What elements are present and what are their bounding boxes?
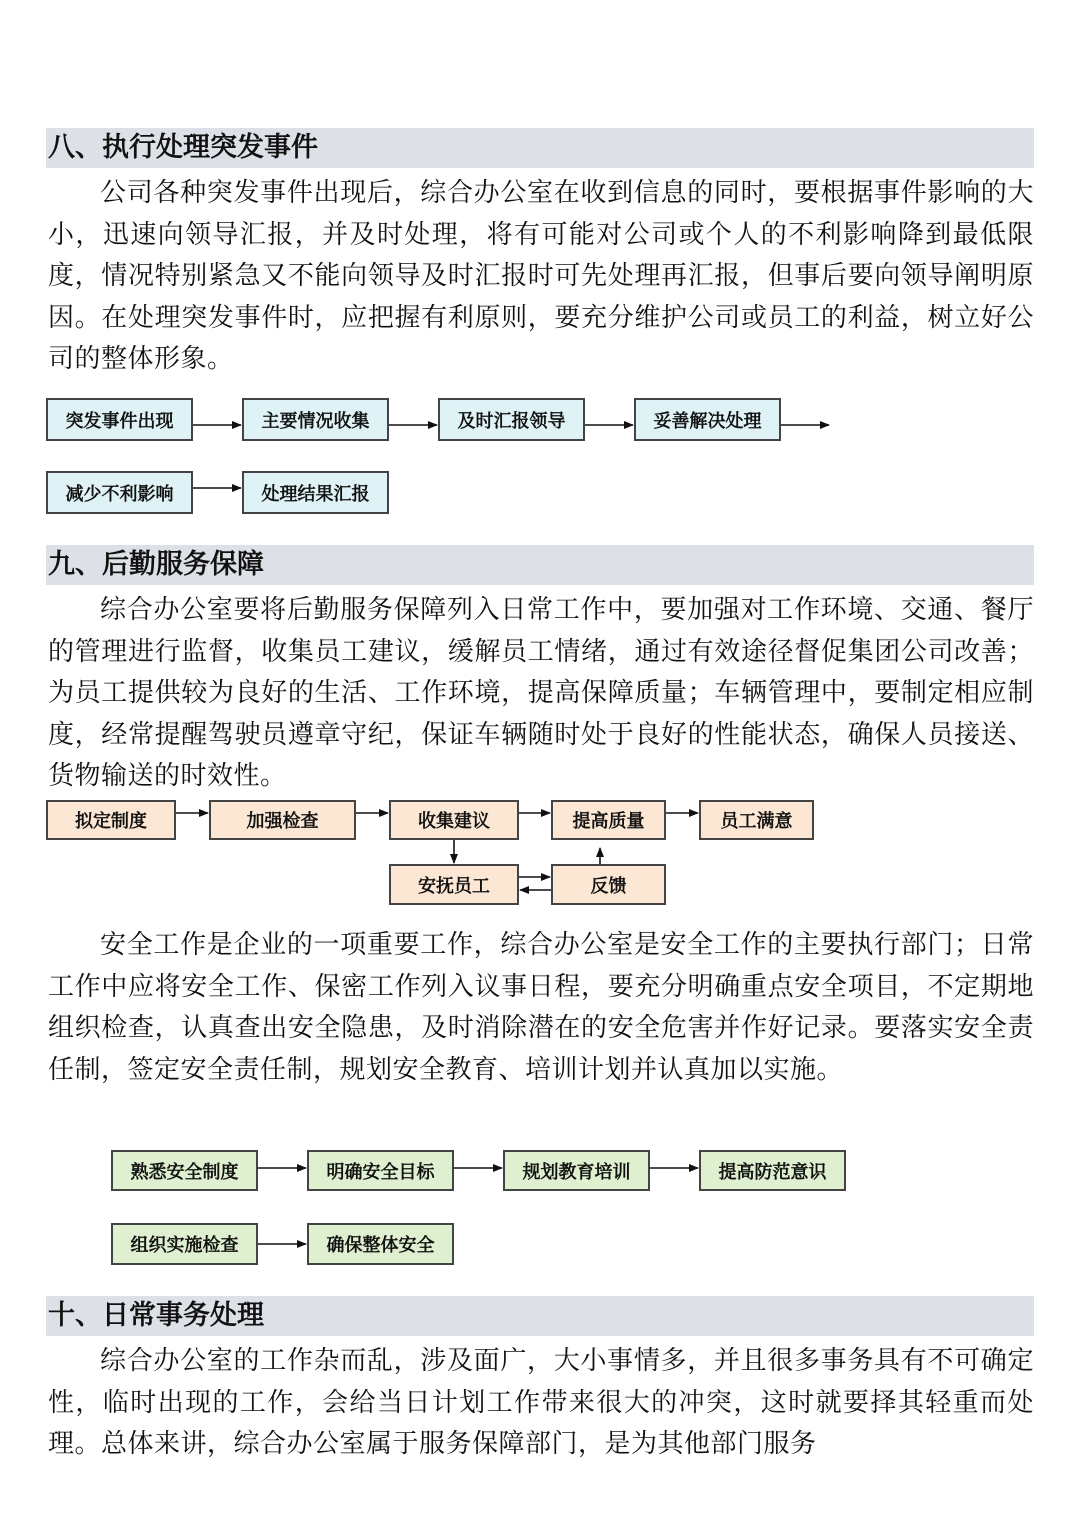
flow-box: 妥善解决处理 (634, 398, 781, 441)
section-paragraph-8: 公司各种突发事件出现后，综合办公室在收到信息的同时，要根据事件影响的大小，迅速向领导汇报，并及时处理，将有可能对公司或个人的不利影响降到最低限度，情况特别紧急又不能向领导及时汇报时可先处理再汇报，但事后要向领导阐明原因。在处理突发事件时，应把握有利原则，要充分维护公司或员工的利益，树立好公司的整体形象。 (48, 178, 1034, 374)
flow-box: 安抚员工 (389, 864, 519, 905)
flow-box: 员工满意 (699, 800, 814, 840)
flow-box: 拟定制度 (46, 800, 176, 840)
flow-box: 突发事件出现 (46, 398, 193, 441)
flow-box: 反馈 (551, 864, 666, 905)
flow-box: 确保整体安全 (307, 1223, 454, 1265)
safety-paragraph: 安全工作是企业的一项重要工作，综合办公室是安全工作的主要执行部门；日常工作中应将安全工作、保密工作列入议事日程，要充分明确重点安全项目，不定期地组织检查，认真查出安全隐患，及时消除潜在的安全危害并作好记录。要落实安全责任制，签定安全责任制，规划安全教育、培训计划并认真加以实施。 (48, 930, 1034, 1085)
section-paragraph-10: 综合办公室的工作杂而乱，涉及面广，大小事情多，并且很多事务具有不可确定性，临时出现的工作，会给当日计划工作带来很大的冲突，这时就要择其轻重而处理。总体来讲，综合办公室属于服务保障部门，是为其他部门服务 (48, 1346, 1034, 1459)
flow-box: 收集建议 (389, 800, 519, 840)
flow-box: 主要情况收集 (242, 398, 389, 441)
section-heading-9: 九、后勤服务保障 (46, 545, 1034, 585)
section-heading-10: 十、日常事务处理 (46, 1296, 1034, 1336)
flow-box: 组织实施检查 (111, 1223, 258, 1265)
flow-box: 加强检查 (209, 800, 356, 840)
flow-box: 提高防范意识 (699, 1150, 846, 1191)
section-heading-8: 八、执行处理突发事件 (46, 128, 1034, 168)
section-paragraph-9: 综合办公室要将后勤服务保障列入日常工作中，要加强对工作环境、交通、餐厅的管理进行监督，收集员工建议，缓解员工情绪，通过有效途径督促集团公司改善；为员工提供较为良好的生活、工作环境，提高保障质量；车辆管理中，要制定相应制度，经常提醒驾驶员遵章守纪，保证车辆随时处于良好的性能状态，确保人员接送、货物输送的时效性。 (48, 595, 1034, 791)
flow-box: 明确安全目标 (307, 1150, 454, 1191)
flow-box: 处理结果汇报 (242, 471, 389, 514)
flow-box: 提高质量 (551, 800, 666, 840)
flow-box: 熟悉安全制度 (111, 1150, 258, 1191)
flow-box: 及时汇报领导 (438, 398, 585, 441)
flow-box: 减少不利影响 (46, 471, 193, 514)
flow-box: 规划教育培训 (503, 1150, 650, 1191)
